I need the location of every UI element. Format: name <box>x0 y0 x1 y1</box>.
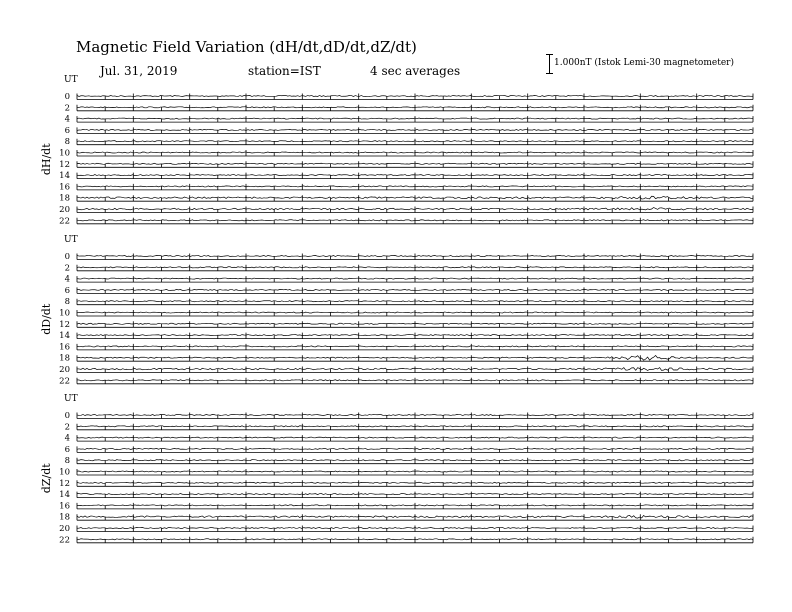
row-label: 14 <box>59 171 70 182</box>
row-label: 12 <box>59 159 70 170</box>
row-label: 16 <box>59 182 70 193</box>
row-label: 4 <box>64 433 70 444</box>
row-label: 20 <box>59 205 70 215</box>
averaging-label: 4 sec averages <box>370 64 461 78</box>
row-label: 18 <box>59 193 70 204</box>
panel-ylabel: dD/dt <box>40 303 53 335</box>
ut-label: UT <box>64 394 78 404</box>
station-label: station=IST <box>248 64 321 78</box>
row-axis-ticks <box>77 503 753 509</box>
row-label: 4 <box>64 274 70 285</box>
ut-label: UT <box>64 235 78 245</box>
row-label: 8 <box>64 456 70 467</box>
row-label: 16 <box>59 342 70 353</box>
row-label: 14 <box>59 490 70 501</box>
ut-label: UT <box>64 75 78 85</box>
row-label: 12 <box>59 478 70 489</box>
row-label: 22 <box>59 535 70 546</box>
row-label: 2 <box>64 103 70 114</box>
row-label: 16 <box>59 501 70 512</box>
row-label: 4 <box>64 114 70 125</box>
row-label: 14 <box>59 331 70 342</box>
date-label: Jul. 31, 2019 <box>100 64 178 78</box>
row-label: 22 <box>59 376 70 387</box>
row-label: 0 <box>64 252 70 262</box>
scale-label: 1.000nT (Istok Lemi-30 magnetometer) <box>554 58 734 68</box>
row-label: 20 <box>59 365 70 375</box>
row-label: 6 <box>64 444 70 455</box>
panel-ylabel: dH/dt <box>40 143 53 176</box>
row-axis-ticks <box>77 514 753 520</box>
row-label: 0 <box>64 92 70 102</box>
row-label: 22 <box>59 216 70 227</box>
row-label: 0 <box>64 411 70 421</box>
row-axis-ticks <box>77 299 753 305</box>
row-label: 10 <box>59 467 70 478</box>
row-label: 2 <box>64 422 70 433</box>
row-axis-ticks <box>77 526 753 532</box>
row-label: 18 <box>59 512 70 523</box>
row-label: 2 <box>64 263 70 274</box>
row-label: 8 <box>64 137 70 148</box>
panel-ylabel: dZ/dt <box>40 463 53 494</box>
row-label: 6 <box>64 125 70 136</box>
row-label: 8 <box>64 297 70 308</box>
row-label: 12 <box>59 319 70 330</box>
chart-title: Magnetic Field Variation (dH/dt,dD/dt,dZ/dt) <box>76 38 417 56</box>
row-axis-ticks <box>77 321 753 327</box>
row-label: 20 <box>59 524 70 534</box>
row-label: 10 <box>59 148 70 159</box>
row-label: 18 <box>59 353 70 364</box>
row-label: 6 <box>64 285 70 296</box>
row-label: 10 <box>59 308 70 319</box>
